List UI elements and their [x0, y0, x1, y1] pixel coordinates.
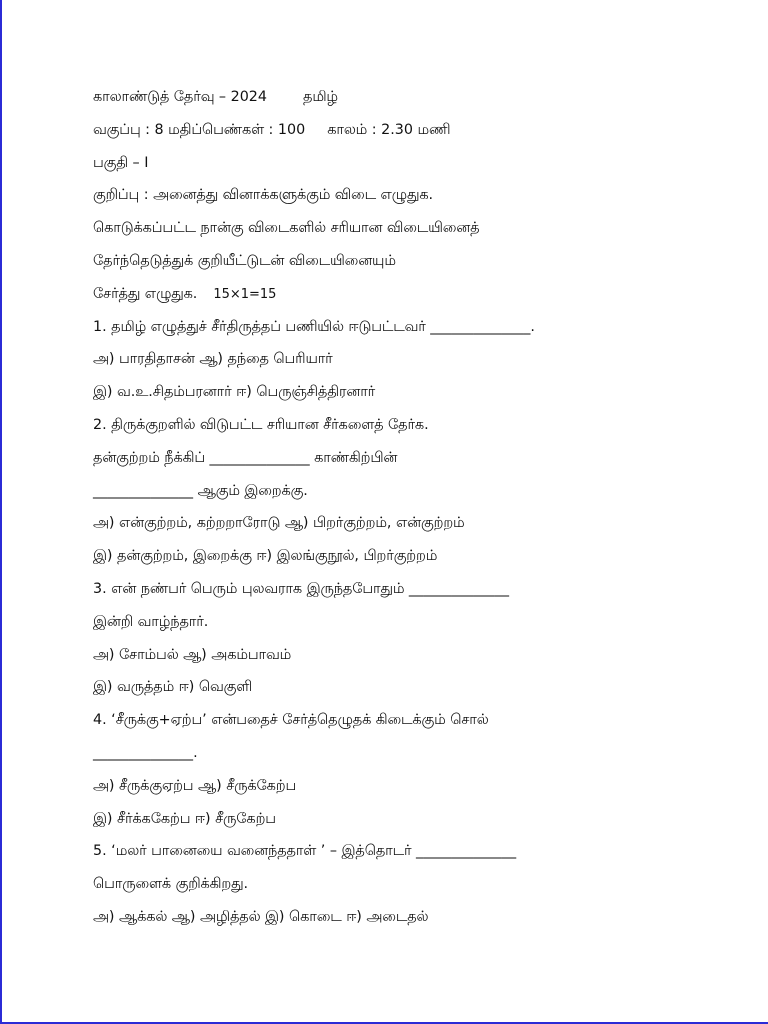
question-5-options: அ) ஆக்கல் ஆ) அழித்தல் இ) கொடை ஈ) அடைதல்: [93, 908, 429, 925]
exam-title: காலாண்டுத் தேர்வு – 2024: [93, 89, 267, 105]
question-2-verse-line-1: தன்குற்றம் நீக்கிப் ______________ காண்கிற்பின்: [93, 449, 398, 466]
question-2-options-b: இ) தன்குற்றம், இறைக்கு ஈ) இலங்குநூல், பிறர்குற்றம்: [93, 548, 438, 565]
question-5-text-cont: பொருளைக் குறிக்கிறது.: [93, 876, 249, 893]
question-4-text: 4. ‘சீருக்கு+ஏற்ப’ என்பதைச் சேர்த்தெழுதக் கிடைக்கும் சொல்: [93, 712, 489, 729]
instruction-line-2: தேர்ந்தெடுத்துக் குறியீட்டுடன் விடையினையும்: [93, 252, 396, 269]
question-3-text-cont: இன்றி வாழ்ந்தார்.: [93, 613, 209, 630]
question-4-options-a: அ) சீருக்குஏற்ப ஆ) சீருக்கேற்ப: [93, 777, 297, 794]
time-label: காலம் : 2.30 மணி: [327, 121, 451, 138]
marks-label: மதிப்பெண்கள் : 100: [168, 121, 306, 138]
question-2-text: 2. திருக்குறளில் விடுபட்ட சரியான சீர்களைத் தேர்க.: [93, 416, 429, 433]
section-title: பகுதி – I: [93, 154, 149, 171]
question-1-text: 1. தமிழ் எழுத்துச் சீர்திருத்தப் பணியில் ஈடுபட்டவர் ______________.: [93, 318, 535, 335]
question-1-options-a: அ) பாரதிதாசன் ஆ) தந்தை பெரியார்: [93, 351, 333, 368]
exam-document: [93, 86, 733, 939]
question-4-blank: ______________.: [93, 744, 198, 761]
marks-formula: 15×1=15: [213, 286, 277, 302]
instruction-line-1: கொடுக்கப்பட்ட நான்கு விடைகளில் சரியான விடையினைத்: [93, 220, 480, 237]
question-1-options-b: இ) வ.உ.சிதம்பரனார் ஈ) பெருஞ்சித்திரனார்: [93, 384, 376, 401]
instruction-line-3-row: [93, 283, 733, 316]
class-label: வகுப்பு : 8: [93, 121, 164, 138]
section-note: குறிப்பு : அனைத்து வினாக்களுக்கும் விடை எழுதுக.: [93, 187, 434, 204]
header-title-row: [93, 86, 733, 119]
question-2-options-a: அ) என்குற்றம், கற்றறாரோடு ஆ) பிறர்குற்றம், என்குற்றம்: [93, 515, 465, 532]
question-5-text: 5. ‘மலர் பானையை வனைந்ததாள் ’ – இத்தொடர் ______________: [93, 843, 517, 860]
question-3-options-b: இ) வருத்தம் ஈ) வெகுளி: [93, 679, 253, 696]
question-4-options-b: இ) சீர்க்ககேற்ப ஈ) சீருகேற்ப: [93, 810, 276, 827]
question-2-verse-line-2: ______________ ஆகும் இறைக்கு.: [93, 482, 308, 499]
instruction-line-3: சேர்த்து எழுதுக.: [93, 285, 198, 302]
header-info-row: [93, 119, 733, 152]
question-3-options-a: அ) சோம்பல் ஆ) அகம்பாவம்: [93, 646, 292, 663]
question-3-text: 3. என் நண்பர் பெரும் புலவராக இருந்தபோதும் ______________: [93, 580, 509, 597]
subject-name: தமிழ்: [303, 89, 338, 105]
